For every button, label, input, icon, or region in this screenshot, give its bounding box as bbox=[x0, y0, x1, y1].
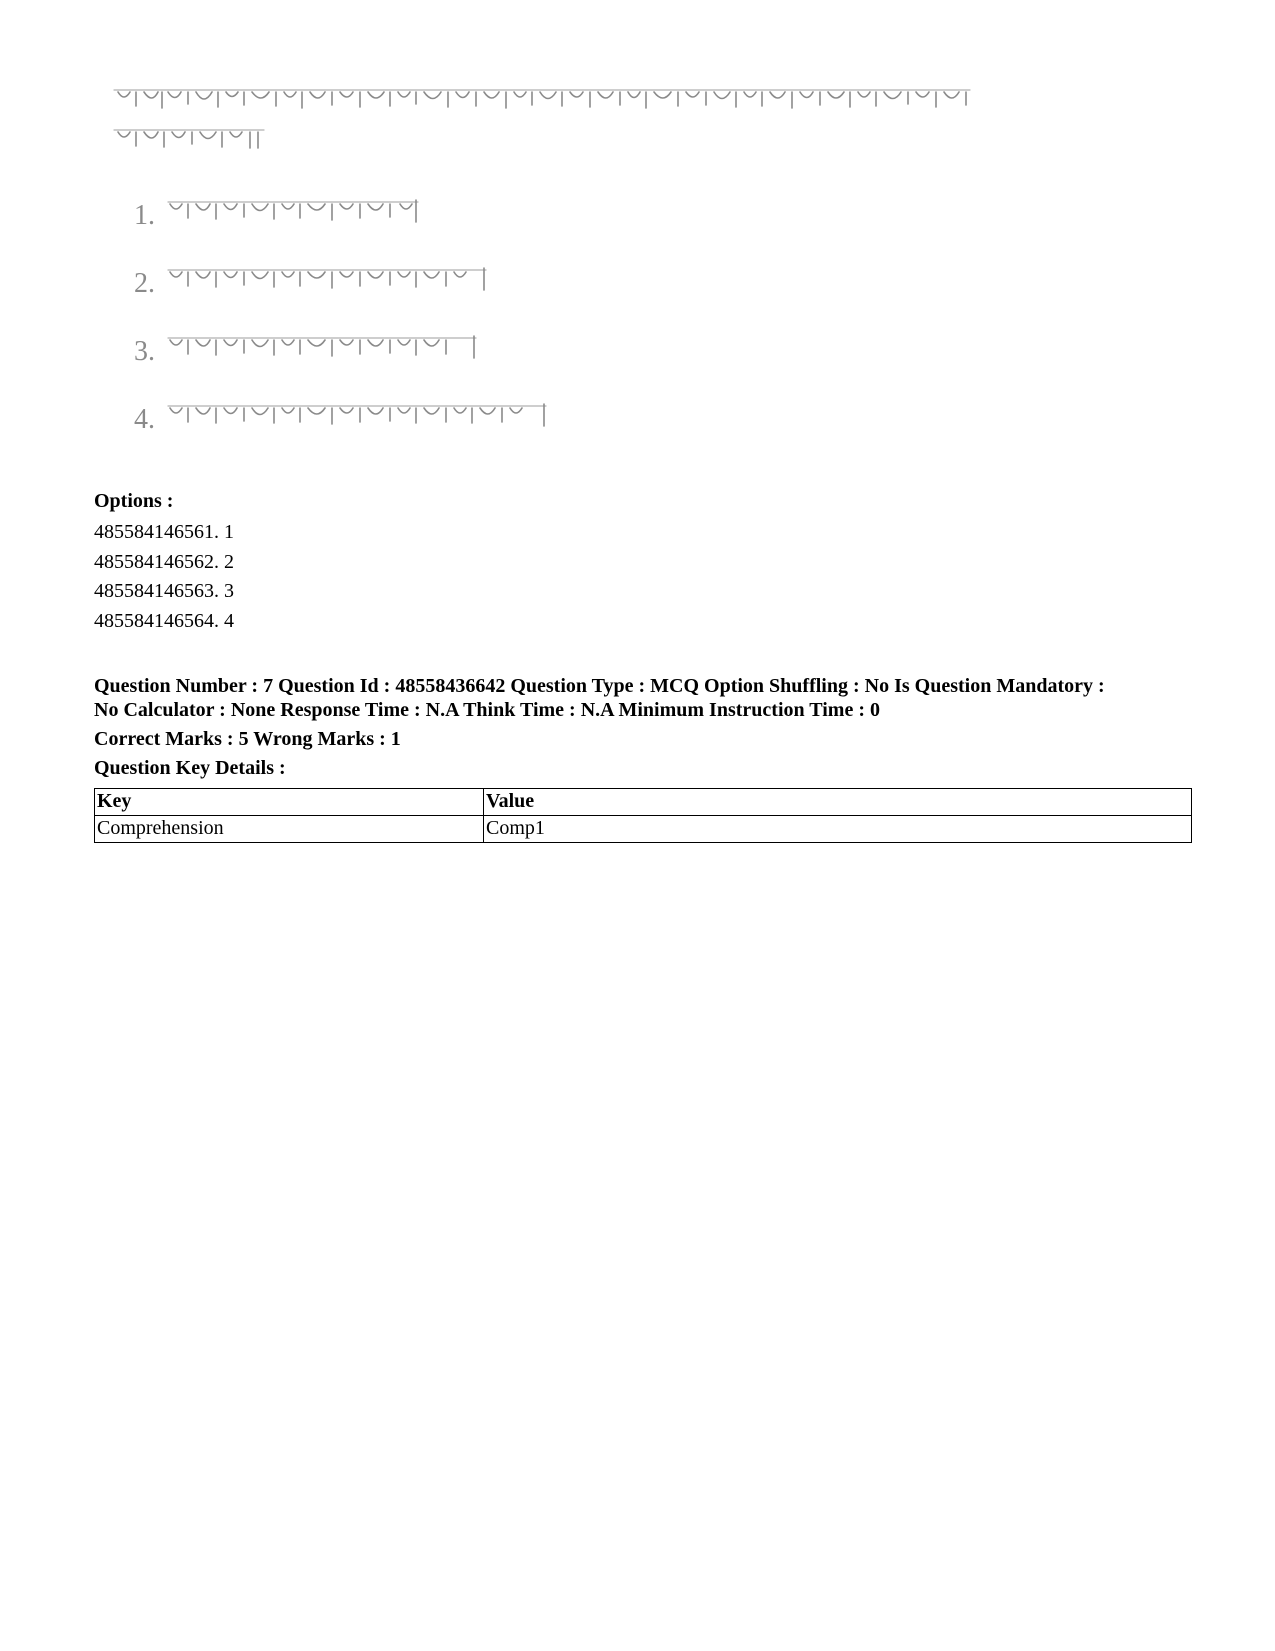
option-item: 485584146563. 3 bbox=[94, 580, 234, 602]
options-label: Options : bbox=[94, 490, 174, 512]
marks-line: Correct Marks : 5 Wrong Marks : 1 bbox=[94, 728, 401, 750]
option-item: 485584146562. 2 bbox=[94, 550, 234, 573]
table-header-row bbox=[95, 789, 1192, 816]
table-header-cell: Key bbox=[95, 789, 484, 816]
question-meta-line: No Calculator : None Response Time : N.A Think Time : N.A Minimum Instruction Time : 0 bbox=[94, 699, 880, 721]
table-header-cell: Value bbox=[484, 789, 1192, 816]
option-item: 485584146561. 1 bbox=[94, 521, 234, 543]
table-row bbox=[95, 816, 1192, 843]
options-list bbox=[94, 518, 234, 636]
table-cell: Comprehension bbox=[95, 816, 484, 843]
question-meta-line: Question Number : 7 Question Id : 48558436642 Question Type : MCQ Option Shuffling : No Is Question Mandatory : bbox=[94, 675, 1105, 697]
question-image-option-number: 4. bbox=[134, 404, 155, 435]
table-cell: Comp1 bbox=[484, 816, 1192, 843]
question-image-option-number: 2. bbox=[134, 268, 155, 299]
key-details-table bbox=[94, 788, 1192, 843]
option-item: 485584146564. 4 bbox=[94, 609, 234, 632]
key-details-label: Question Key Details : bbox=[94, 757, 286, 779]
question-image bbox=[110, 78, 990, 478]
question-meta bbox=[94, 674, 1194, 722]
question-image-option-number: 3. bbox=[134, 336, 155, 367]
question-image-option-number: 1. bbox=[134, 200, 155, 231]
